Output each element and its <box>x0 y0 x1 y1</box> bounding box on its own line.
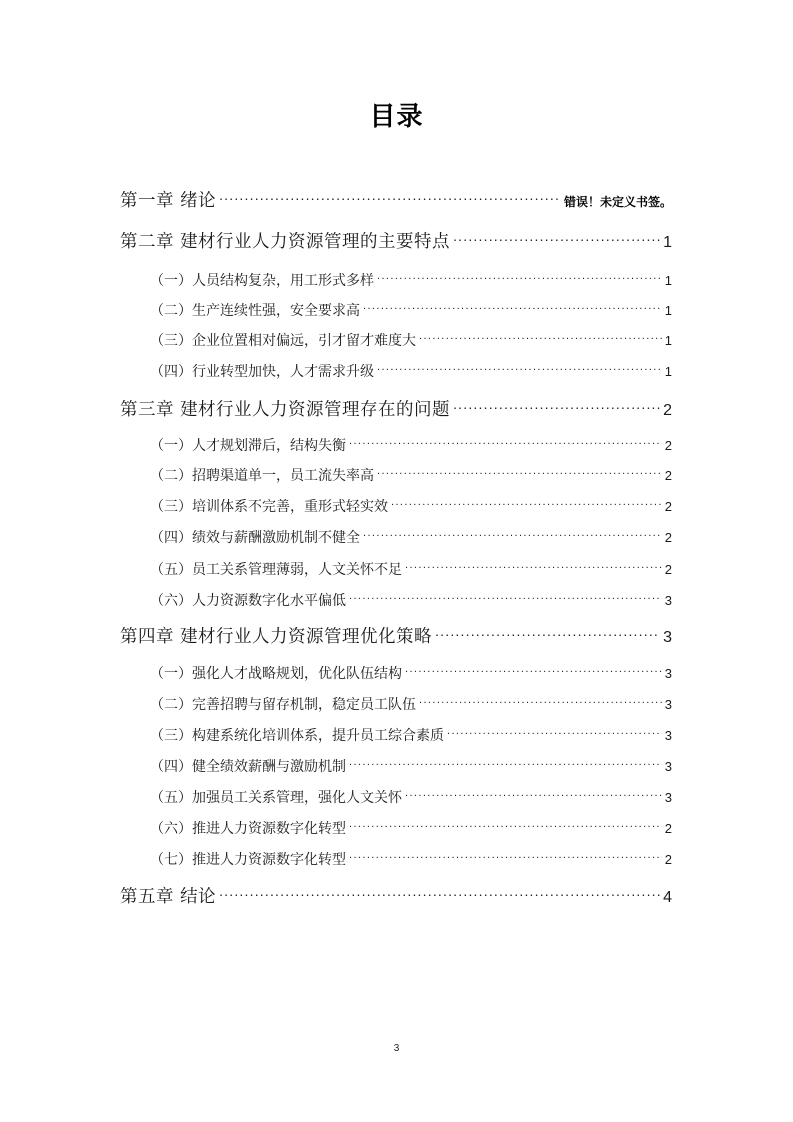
toc-dot-leader <box>405 664 662 678</box>
toc-entry-section-4-7[interactable] <box>150 849 672 871</box>
toc-entry-section-3-3[interactable] <box>150 496 672 518</box>
toc-entry-text: （一）人员结构复杂，用工形式多样 <box>150 273 374 289</box>
toc-title: 目录 <box>369 102 424 132</box>
toc-dot-leader <box>419 695 662 709</box>
toc-entry-text: 第四章 建材行业人力资源管理优化策略 <box>120 627 433 647</box>
toc-page-number: 1 <box>663 234 672 251</box>
toc-entry-section-4-4[interactable] <box>150 756 672 778</box>
toc-dot-leader <box>219 189 561 207</box>
toc-entry-chapter-2[interactable] <box>120 229 672 255</box>
toc-page-number: 3 <box>664 790 672 805</box>
toc-page-number: 3 <box>664 759 672 774</box>
toc-entry-text: 第五章 结论 <box>120 887 217 907</box>
toc-page-number: 1 <box>664 364 672 379</box>
toc-dot-leader <box>363 301 662 315</box>
toc-page-number: 2 <box>664 468 672 483</box>
toc-dot-leader <box>419 331 662 345</box>
toc-page-number: 2 <box>664 499 672 514</box>
toc-page-number: 3 <box>664 666 672 681</box>
toc-dot-leader <box>349 850 662 864</box>
toc-entry-chapter-5[interactable] <box>120 884 672 910</box>
toc-page-number: 4 <box>663 889 672 906</box>
toc-entry-text: （三）构建系统化培训体系，提升员工综合素质 <box>150 728 444 744</box>
toc-page-number: 2 <box>664 852 672 867</box>
toc-entry-section-4-2[interactable] <box>150 694 672 716</box>
toc-entry-text: 第三章 建材行业人力资源管理存在的问题 <box>120 400 451 420</box>
toc-dot-leader <box>435 625 660 643</box>
toc-entry-text: （六）人力资源数字化水平偏低 <box>150 593 346 609</box>
toc-page-number: 3 <box>663 629 672 646</box>
toc-entry-section-4-3[interactable] <box>150 725 672 747</box>
toc-dot-leader <box>453 398 660 416</box>
toc-dot-leader <box>377 271 662 285</box>
toc-entry-chapter-4[interactable] <box>120 624 672 650</box>
toc-dot-leader <box>349 591 662 605</box>
toc-bookmark-error: 错误！未定义书签。 <box>563 195 672 209</box>
toc-dot-leader <box>377 466 662 480</box>
toc-dot-leader <box>377 362 662 376</box>
toc-dot-leader <box>363 528 662 542</box>
toc-entry-section-3-4[interactable] <box>150 527 672 549</box>
toc-entry-text: （二）生产连续性强，安全要求高 <box>150 303 360 319</box>
toc-dot-leader <box>447 726 662 740</box>
toc-entry-text: （四）健全绩效薪酬与激励机制 <box>150 759 346 775</box>
toc-entry-section-3-2[interactable] <box>150 465 672 487</box>
page-footer-number: 3 <box>393 1043 400 1054</box>
toc-entry-text: （四）绩效与薪酬激励机制不健全 <box>150 530 360 546</box>
toc-page-number: 1 <box>664 333 672 348</box>
toc-page-number: 3 <box>664 728 672 743</box>
toc-entry-section-3-6[interactable] <box>150 590 672 612</box>
toc-entry-section-3-1[interactable] <box>150 435 672 457</box>
toc-entry-text: （一）强化人才战略规划，优化队伍结构 <box>150 666 402 682</box>
toc-dot-leader <box>219 885 660 903</box>
toc-page-number: 3 <box>664 697 672 712</box>
toc-entry-section-4-6[interactable] <box>150 818 672 840</box>
toc-entry-text: （七）推进人力资源数字化转型 <box>150 852 346 868</box>
toc-entry-section-2-2[interactable] <box>150 300 672 322</box>
toc-page-number: 2 <box>664 438 672 453</box>
toc-entry-text: （六）推进人力资源数字化转型 <box>150 821 346 837</box>
toc-page-number: 1 <box>664 303 672 318</box>
toc-entry-text: （五）员工关系管理薄弱，人文关怀不足 <box>150 562 402 578</box>
toc-page-number: 2 <box>663 402 672 419</box>
toc-entry-chapter-3[interactable] <box>120 397 672 423</box>
toc-entry-text: （三）企业位置相对偏远，引才留才难度大 <box>150 333 416 349</box>
toc-entry-text: 第二章 建材行业人力资源管理的主要特点 <box>120 232 451 252</box>
toc-dot-leader <box>453 230 660 248</box>
toc-entry-section-3-5[interactable] <box>150 559 672 581</box>
toc-page-number: 2 <box>664 562 672 577</box>
toc-entry-text: （二）招聘渠道单一，员工流失率高 <box>150 468 374 484</box>
toc-dot-leader <box>349 819 662 833</box>
toc-page-number: 3 <box>664 593 672 608</box>
toc-entry-section-2-1[interactable] <box>150 270 672 292</box>
toc-entry-text: （三）培训体系不完善，重形式轻实效 <box>150 499 388 515</box>
toc-entry-text: （五）加强员工关系管理，强化人文关怀 <box>150 790 402 806</box>
toc-entry-section-4-1[interactable] <box>150 663 672 685</box>
toc-entry-text: （四）行业转型加快，人才需求升级 <box>150 364 374 380</box>
toc-entry-section-4-5[interactable] <box>150 787 672 809</box>
toc-page-number: 2 <box>664 821 672 836</box>
toc-dot-leader <box>349 436 662 450</box>
toc-entry-text: 第一章 绪论 <box>120 191 217 211</box>
toc-dot-leader <box>405 560 662 574</box>
toc-page-number: 2 <box>664 530 672 545</box>
toc-entry-chapter-1[interactable] <box>120 188 672 214</box>
toc-dot-leader <box>391 497 662 511</box>
toc-entry-text: （二）完善招聘与留存机制，稳定员工队伍 <box>150 697 416 713</box>
toc-entry-section-2-4[interactable] <box>150 361 672 383</box>
toc-entry-text: （一）人才规划滞后，结构失衡 <box>150 438 346 454</box>
toc-dot-leader <box>405 788 662 802</box>
toc-dot-leader <box>349 757 662 771</box>
toc-entry-section-2-3[interactable] <box>150 330 672 352</box>
toc-page-number: 1 <box>664 273 672 288</box>
